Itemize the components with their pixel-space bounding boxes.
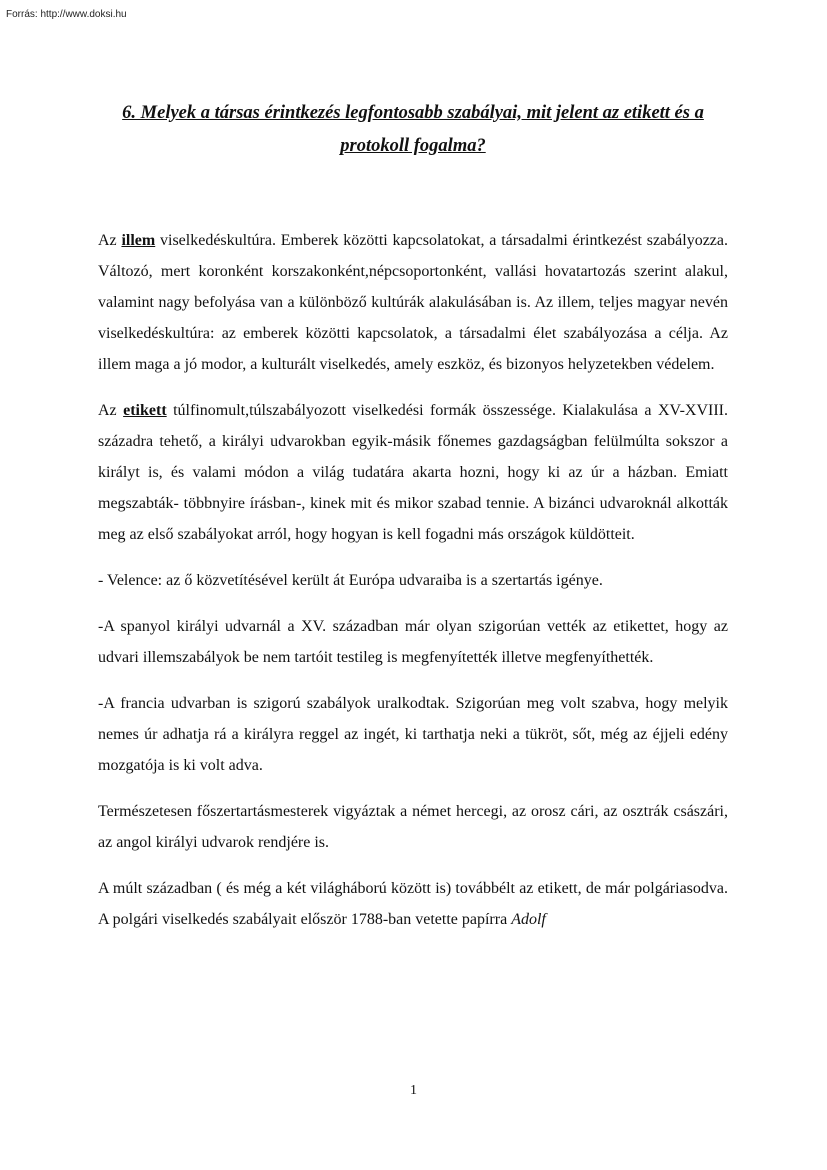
paragraph-text: Az xyxy=(98,232,122,249)
page-number: 1 xyxy=(410,1083,417,1098)
paragraph-text: A múlt században ( és még a két világháború között is) továbbélt az etikett, de már polgáriasodva. A polgári viselkedés szabályait először 1788-ban vetette papírra xyxy=(98,880,728,928)
paragraph-text: túlfinomult,túlszabályozott viselkedési formák összessége. Kialakulása a XV-XVIII. századra tehető, a királyi udvarokban egyik-másik főnemes gazdagságban felülmúlta sokszor a királyt is, és valami módon a világ tudatára akarta hozni, hogy ki az úr a házban. Emiatt megszabták- többnyire írásban-, kinek mit és mikor szabad tennie. A bizánci udvaroknál alkották meg az első szabályokat arról, hogy hogyan is kell fogadni más országok küldötteit. xyxy=(98,402,729,543)
paragraph-francia: -A francia udvarban is szigorú szabályok uralkodtak. Szigorúan meg volt szabva, hogy melyik nemes úr adhatja rá a királyra reggel az ingét, ki tarthatja neki a tükröt, sőt, még az éjjeli edény mozgatója is ki volt adva. xyxy=(98,695,728,774)
paragraph-etikett xyxy=(98,395,728,550)
paragraph-mult-szazad xyxy=(98,873,728,935)
page-title: 6. Melyek a társas érintkezés legfontosabb szabályai, mit jelent az etikett és a protokoll fogalma? xyxy=(122,103,704,156)
source-url: Forrás: http://www.doksi.hu xyxy=(6,9,127,20)
paragraph-velence: - Velence: az ő közvetítésével került át Európa udvaraiba is a szertartás igénye. xyxy=(98,572,603,589)
term-etikett: etikett xyxy=(123,402,167,419)
paragraph-spanyol: -A spanyol királyi udvarnál a XV. században már olyan szigorúan vették az etikettet, hogy az udvari illemszabályok be nem tartóit testileg is megfenyítették illetve megfenyíthették. xyxy=(98,618,728,666)
italic-name: Adolf xyxy=(511,911,546,928)
paragraph-text: viselkedéskultúra. Emberek közötti kapcsolatokat, a társadalmi érintkezést szabályozza. Változó, mert koronként korszakonként,népcsoportonként, vallási hovatartozás szerint alakul, valamint nagy befolyása van a különböző kultúrák alakulásában is. Az illem, teljes magyar nevén viselkedéskultúra: az emberek közötti kapcsolatok, a társadalmi élet szabályozása a célja. Az illem maga a jó modor, a kulturált viselkedés, amely eszköz, és bizonyos helyzetekben védelem. xyxy=(98,232,728,373)
term-illem: illem xyxy=(121,232,156,249)
paragraph-text: Az xyxy=(98,402,124,419)
paragraph-udvarok: Természetesen főszertartásmesterek vigyáztak a német hercegi, az orosz cári, az osztrák császári, az angol királyi udvarok rendjére is. xyxy=(98,803,728,851)
paragraph-illem xyxy=(98,225,728,380)
document-body xyxy=(98,225,728,950)
